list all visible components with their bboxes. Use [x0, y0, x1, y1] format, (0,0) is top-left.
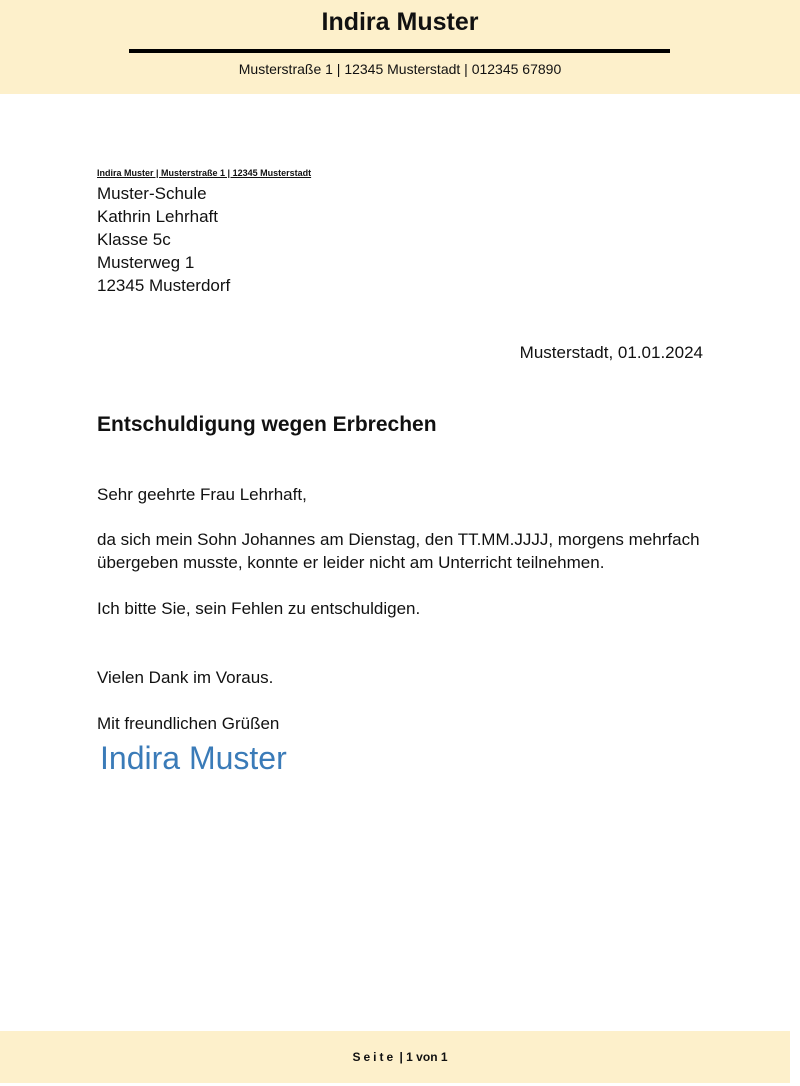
recipient-line: Klasse 5c [97, 230, 171, 249]
recipient-line: Kathrin Lehrhaft [97, 207, 218, 226]
recipient-address [97, 182, 230, 297]
sender-return-address: Indira Muster | Musterstraße 1 | 12345 Musterstadt [97, 168, 312, 178]
letter-subject: Entschuldigung wegen Erbrechen [97, 413, 437, 436]
closing-line: Mit freundlichen Grüßen [97, 714, 280, 733]
header-divider [129, 49, 670, 53]
page-label: Seite [352, 1050, 397, 1064]
recipient-line: 12345 Musterdorf [97, 276, 231, 295]
header-contact: Musterstraße 1 | 12345 Musterstadt | 012345 67890 [238, 61, 562, 77]
body-paragraph: da sich mein Sohn Johannes am Dienstag, den TT.MM.JJJJ, morgens mehrfach übergeben musste, konnte er leider nicht am Unterricht teilnehmen. [97, 530, 700, 572]
header-name: Indira Muster [321, 8, 479, 36]
page-number: | 1 von 1 [399, 1050, 448, 1064]
signature: Indira Muster [100, 740, 287, 776]
salutation: Sehr geehrte Frau Lehrhaft, [97, 485, 307, 504]
recipient-line: Muster-Schule [97, 184, 207, 203]
thanks-line: Vielen Dank im Voraus. [97, 668, 274, 687]
body-paragraph: Ich bitte Sie, sein Fehlen zu entschuldigen. [97, 599, 421, 618]
page-footer [0, 1050, 800, 1064]
recipient-line: Musterweg 1 [97, 253, 195, 272]
letter-date: Musterstadt, 01.01.2024 [519, 343, 703, 362]
